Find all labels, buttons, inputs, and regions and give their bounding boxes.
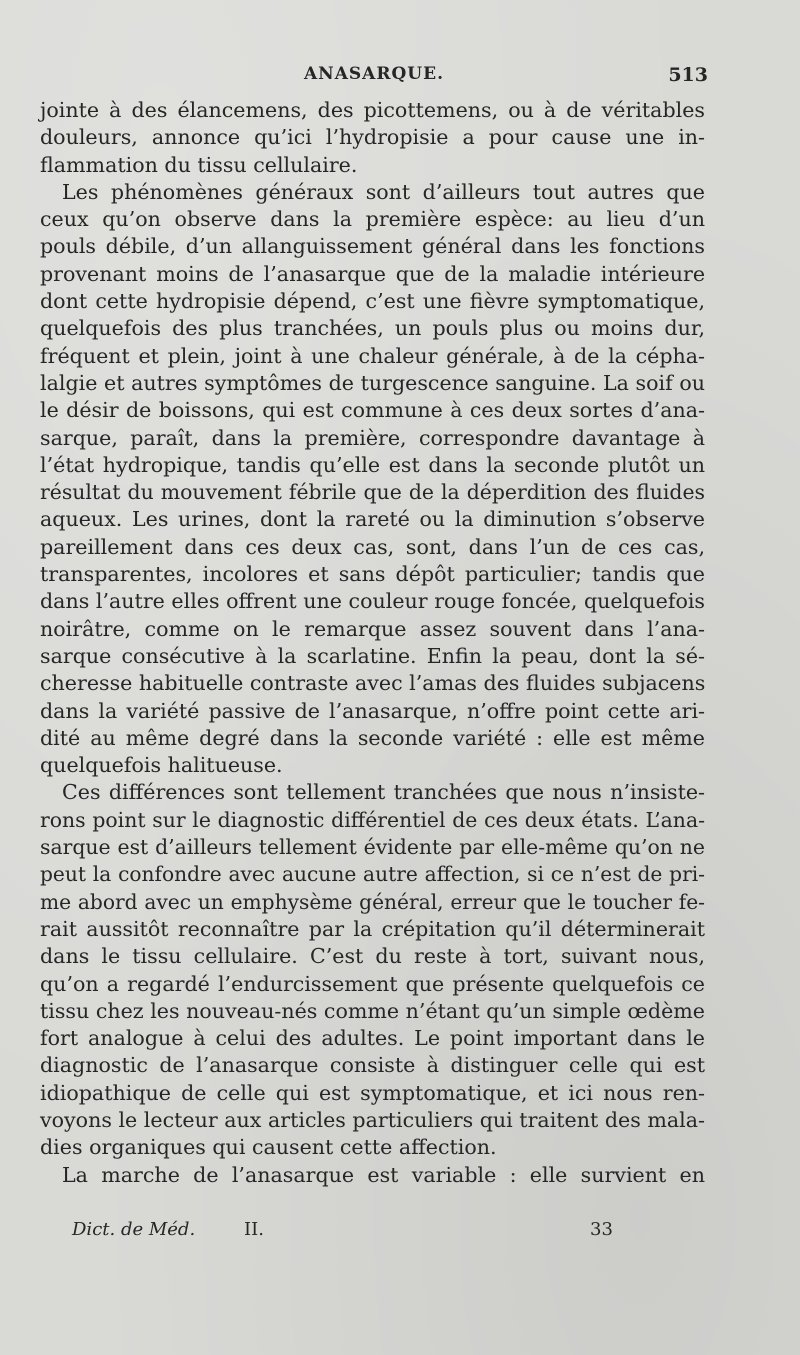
text-line: qu’on a regardé l’endurcissement que présente quelquefois ce (40, 971, 705, 996)
text-line: flammation du tissu cellulaire. (40, 152, 358, 177)
text-line: quelquefois des plus tranchées, un pouls plus ou moins dur, (40, 316, 705, 341)
text-line: l’état hydropique, tandis qu’elle est dans la seconde plutôt un (40, 452, 705, 477)
text-line: cheresse habituelle contraste avec l’amas des fluides subjacens (40, 671, 706, 696)
text-line: provenant moins de l’anasarque que de la maladie intérieure (40, 261, 705, 286)
text-line: La marche de l’anasarque est variable : elle survient en (62, 1162, 705, 1187)
running-title: ANASARQUE. (303, 64, 445, 84)
text-line: lalgie et autres symptômes de turgescence sanguine. La soif ou (40, 370, 705, 395)
text-line: dans la variété passive de l’anasarque, n’offre point cette ari- (40, 698, 705, 723)
text-line: rons point sur le diagnostic différentiel de ces deux états. L’ana- (40, 807, 705, 832)
text-line: Les phénomènes généraux sont d’ailleurs tout autres que (62, 179, 705, 204)
text-line: dies organiques qui causent cette affection. (40, 1135, 497, 1160)
text-line: fort analogue à celui des adultes. Le point important dans le (40, 1026, 705, 1051)
text-line: ceux qu’on observe dans la première espèce: au lieu d’un (40, 207, 705, 232)
text-line: pouls débile, d’un allanguissement général dans les fonctions (40, 234, 705, 259)
text-line: résultat du mouvement fébrile que de la déperdition des fluides (40, 480, 705, 505)
text-line: dité au même degré dans la seconde variété : elle est même (40, 725, 705, 750)
running-head (40, 64, 708, 94)
text-line: voyons le lecteur aux articles particuliers qui traitent des mala- (40, 1107, 705, 1132)
text-line: jointe à des élancemens, des picottemens, ou à de véritables (40, 98, 705, 122)
footer-work-title: Dict. de Méd. (72, 1219, 196, 1240)
text-line: le désir de boissons, qui est commune à ces deux sortes d’ana- (40, 398, 705, 423)
body-text (40, 97, 705, 1189)
text-line: dans l’autre elles offrent une couleur rouge foncée, quelquefois (40, 589, 705, 614)
text-line: sarque, paraît, dans la première, correspondre davantage à (40, 425, 705, 450)
text-line: Ces différences sont tellement tranchées que nous n’insiste- (62, 780, 705, 805)
text-line: fréquent et plein, joint à une chaleur générale, à de la cépha- (40, 343, 705, 368)
text-line: sarque consécutive à la scarlatine. Enfin la peau, dont la sé- (40, 643, 705, 668)
page-number: 513 (668, 64, 708, 86)
text-line: pareillement dans ces deux cas, sont, dans l’un de ces cas, (40, 534, 705, 559)
text-line: rait aussitôt reconnaître par la crépitation qu’il déterminerait (40, 916, 705, 941)
text-line: me abord avec un emphysème général, erreur que le toucher fe- (40, 889, 705, 914)
text-line: dans le tissu cellulaire. C’est du reste à tort, suivant nous, (40, 944, 705, 969)
footer-signature-mark: 33 (590, 1219, 613, 1240)
text-line: peut la confondre avec aucune autre affection, si ce n’est de pri- (40, 862, 705, 887)
page-footer (72, 1219, 632, 1249)
text-line: idiopathique de celle qui est symptomatique, et ici nous ren- (40, 1080, 705, 1105)
text-line: dont cette hydropisie dépend, c’est une fièvre symptomatique, (40, 289, 705, 314)
text-line: tissu chez les nouveau-nés comme n’étant qu’un simple œdème (40, 998, 705, 1023)
text-line: noirâtre, comme on le remarque assez souvent dans l’ana- (40, 616, 705, 641)
text-line: transparentes, incolores et sans dépôt particulier; tandis que (40, 562, 705, 587)
footer-volume: II. (244, 1219, 264, 1240)
text-line: douleurs, annonce qu’ici l’hydropisie a pour cause une in- (40, 125, 705, 150)
text-line: diagnostic de l’anasarque consiste à distinguer celle qui est (40, 1053, 705, 1078)
text-line: quelquefois halitueuse. (40, 753, 283, 778)
text-line: sarque est d’ailleurs tellement évidente par elle-même qu’on ne (40, 835, 705, 860)
text-line: aqueux. Les urines, dont la rareté ou la diminution s’observe (40, 507, 705, 532)
